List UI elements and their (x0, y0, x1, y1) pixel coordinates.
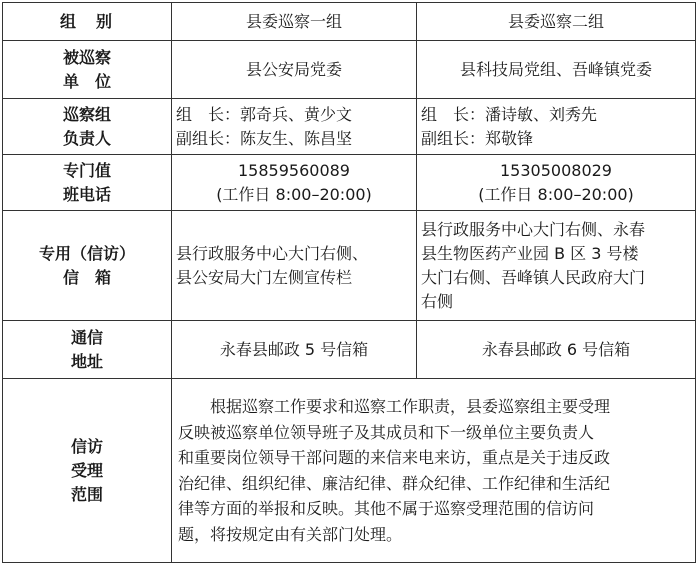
address-row (3, 321, 696, 379)
scope-label-line2: 受理 (70, 460, 103, 480)
unit-label-line2: 单 位 (62, 71, 111, 91)
unit-group1-cell: 县公安局党委 (172, 41, 417, 99)
unit-row (3, 41, 696, 99)
scope-text-line2: 反映被巡察单位领导班子及其成员和下一级单位主要负责人 (178, 422, 595, 442)
address-label-line2: 地址 (70, 351, 103, 371)
header-group1-cell: 县委巡察一组 (172, 3, 417, 41)
mailbox-group1-line2: 县公安局大门左侧宣传栏 (176, 267, 353, 287)
mailbox-group2-line4: 右侧 (421, 291, 454, 311)
leaders-row (3, 99, 696, 155)
address-group1-cell: 永春县邮政 5 号信箱 (172, 321, 417, 379)
unit-group2-cell: 县科技局党组、吾峰镇党委 (417, 41, 696, 99)
inspection-info-table (2, 2, 696, 563)
phone-label-line1: 专门值 (62, 160, 111, 180)
leaders-label-line2: 负责人 (62, 128, 111, 148)
scope-label-line1: 信访 (70, 436, 103, 456)
phone-group2-number: 15305008029 (500, 160, 612, 180)
address-label-line1: 通信 (70, 327, 103, 347)
leaders-group2-line1: 组 长：潘诗敏、刘秀先 (421, 104, 598, 124)
mailbox-label-line2: 信 箱 (62, 267, 111, 287)
unit-label-cell (3, 41, 172, 99)
phone-label-line2: 班电话 (62, 184, 111, 204)
unit-label-line1: 被巡察 (62, 47, 111, 67)
mailbox-group2-cell (417, 211, 696, 321)
scope-row (3, 379, 696, 563)
scope-text-line6: 题，将按规定由有关部门处理。 (178, 524, 403, 544)
phone-group2-cell (417, 155, 696, 211)
mailbox-group1-cell (172, 211, 417, 321)
phone-group1-cell (172, 155, 417, 211)
address-group2-cell: 永春县邮政 6 号信箱 (417, 321, 696, 379)
leaders-group1-line1: 组 长：郭奇兵、黄少文 (176, 104, 353, 124)
leaders-group2-line2: 副组长：郑敬锋 (421, 128, 534, 148)
address-label-cell (3, 321, 172, 379)
mailbox-label-line1: 专用（信访） (38, 243, 135, 263)
mailbox-group2-line3: 大门右侧、吾峰镇人民政府大门 (421, 267, 646, 287)
mailbox-group2-line2: 县生物医药产业园 B 区 3 号楼 (421, 243, 639, 263)
scope-text-line3: 和重要岗位领导干部问题的来信来电来访，重点是关于违反政 (178, 448, 611, 467)
scope-text-cell (172, 379, 696, 563)
header-row (3, 3, 696, 41)
scope-text-line1 (178, 394, 691, 420)
leaders-label-cell (3, 99, 172, 155)
leaders-group1-cell (172, 99, 417, 155)
scope-text-line1-content: 根据巡察工作要求和巡察工作职责，县委巡察组主要受理 (210, 397, 611, 416)
phone-label-cell (3, 155, 172, 211)
phone-group2-hours: (工作日 8:00–20:00) (478, 184, 634, 204)
mailbox-label-cell (3, 211, 172, 321)
header-label-cell: 组 别 (3, 3, 172, 41)
mailbox-group2-line1: 县行政服务中心大门右侧、永春 (421, 219, 646, 239)
header-group2-cell: 县委巡察二组 (417, 3, 696, 41)
leaders-group2-cell (417, 99, 696, 155)
mailbox-row (3, 211, 696, 321)
phone-group1-number: 15859560089 (238, 160, 350, 180)
scope-text-line4: 治纪律、组织纪律、廉洁纪律、群众纪律、工作纪律和生活纪 (178, 473, 611, 493)
scope-text-line5: 律等方面的举报和反映。其他不属于巡察受理范围的信访问 (178, 499, 595, 518)
mailbox-group1-line1: 县行政服务中心大门右侧、 (176, 243, 369, 263)
leaders-group1-line2: 副组长：陈友生、陈昌坚 (176, 128, 353, 148)
scope-label-cell (3, 379, 172, 563)
scope-label-line3: 范围 (70, 484, 103, 504)
leaders-label-line1: 巡察组 (62, 104, 111, 124)
phone-group1-hours: (工作日 8:00–20:00) (216, 184, 372, 204)
phone-row (3, 155, 696, 211)
